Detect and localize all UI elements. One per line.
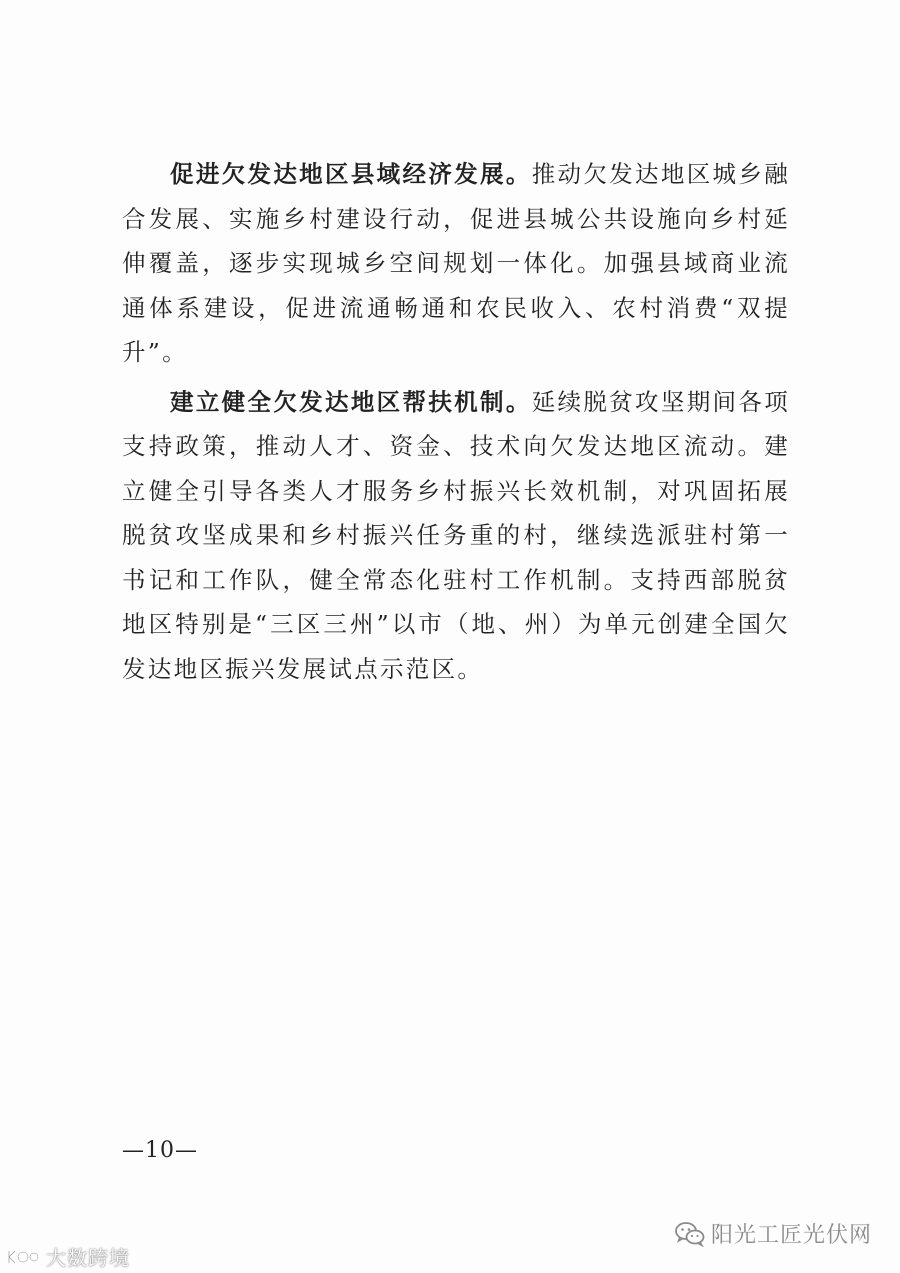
paragraph-heading: 建立健全欠发达地区帮扶机制。: [170, 387, 532, 416]
wechat-icon: [675, 1221, 705, 1247]
brand-logo-icon: [6, 1247, 40, 1267]
watermark-source-text: 阳光工匠光伏网: [710, 1223, 872, 1248]
page-number: —10—: [122, 1138, 198, 1163]
watermark-brand: [6, 1242, 130, 1271]
watermark-source: [675, 1218, 872, 1249]
paragraph-assistance-mechanism: [122, 380, 790, 692]
paragraph-county-economy: [122, 152, 790, 375]
watermark-brand-text: 大数跨境: [46, 1246, 130, 1270]
paragraph-body: 延续脱贫攻坚期间各项支持政策，推动人才、资金、技术向欠发达地区流动。建立健全引导各类人才服务乡村振兴长效机制，对巩固拓展脱贫攻坚成果和乡村振兴任务重的村，继续选派驻村第一书记和工作队，健全常态化驻村工作机制。支持西部脱贫地区特别是“三区三州”以市（地、州）为单元创建全国欠发达地区振兴发展试点示范区。: [122, 387, 790, 683]
paragraph-body: 推动欠发达地区城乡融合发展、实施乡村建设行动，促进县城公共设施向乡村延伸覆盖，逐步实现城乡空间规划一体化。加强县域商业流通体系建设，促进流通畅通和农民收入、农村消费“双提升”。: [122, 160, 790, 366]
paragraph-heading: 促进欠发达地区县域经济发展。: [170, 160, 532, 188]
document-body: [122, 152, 790, 696]
